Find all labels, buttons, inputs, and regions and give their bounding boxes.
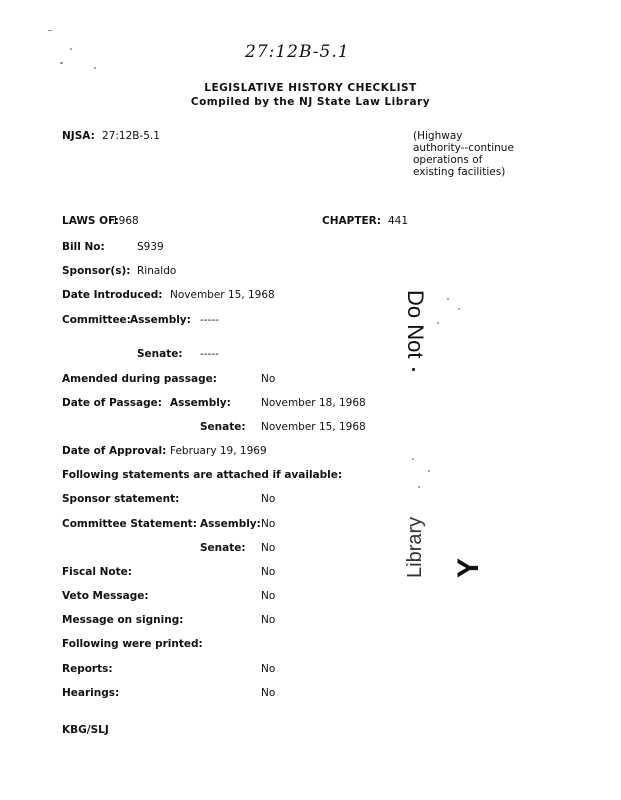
committee-assembly-label: Assembly:: [130, 314, 191, 326]
date-of-approval-label: Date of Approval:: [62, 445, 167, 457]
handwritten-reference: 27:12B-5.1: [245, 42, 350, 62]
sponsor-statement-value: No: [261, 493, 276, 505]
njsa-label: NJSA:: [62, 130, 95, 142]
scan-speck: [447, 298, 449, 300]
committee-senate-value: -----: [200, 348, 219, 360]
passage-assembly-value: November 18, 1968: [261, 397, 366, 409]
sponsors-label: Sponsor(s):: [62, 265, 131, 277]
scan-speck: [412, 458, 414, 460]
sponsor-statement-label: Sponsor statement:: [62, 493, 180, 505]
scan-speck: [458, 308, 460, 310]
fiscal-note-value: No: [261, 566, 276, 578]
library-stamp: Library: [404, 516, 426, 578]
amended-label: Amended during passage:: [62, 373, 217, 385]
stamp-mark: Y: [452, 557, 485, 578]
committee-statement-senate-label: Senate:: [200, 542, 246, 554]
description-line: (Highway: [413, 130, 463, 142]
scan-speck: [70, 48, 72, 50]
scan-speck: [437, 322, 439, 324]
description-line: existing facilities): [413, 166, 506, 178]
njsa-value: 27:12B-5.1: [102, 130, 160, 142]
scan-speck: [418, 486, 420, 488]
printed-heading: Following were printed:: [62, 638, 203, 650]
document-title: LEGISLATIVE HISTORY CHECKLIST: [204, 82, 417, 94]
description-line: authority--continue: [413, 142, 514, 154]
passage-senate-label: Senate:: [200, 421, 246, 433]
veto-message-label: Veto Message:: [62, 590, 149, 602]
reports-value: No: [261, 663, 276, 675]
laws-of-value: 1968: [112, 215, 139, 227]
date-introduced-value: November 15, 1968: [170, 289, 275, 301]
committee-label: Committee:: [62, 314, 131, 326]
chapter-label: CHAPTER:: [322, 215, 381, 227]
scan-speck: [428, 470, 430, 472]
description-line: operations of: [413, 154, 483, 166]
scan-speck: [412, 368, 415, 371]
initials: KBG/SLJ: [62, 724, 109, 736]
committee-senate-label: Senate:: [137, 348, 183, 360]
attached-heading: Following statements are attached if available:: [62, 469, 343, 481]
message-on-signing-value: No: [261, 614, 276, 626]
committee-statement-assembly-value: No: [261, 518, 276, 530]
scan-speck: [60, 62, 63, 64]
fiscal-note-label: Fiscal Note:: [62, 566, 132, 578]
do-not-stamp: Do Not: [403, 290, 428, 359]
hearings-label: Hearings:: [62, 687, 120, 699]
passage-assembly-label: Assembly:: [170, 397, 231, 409]
scan-speck: [94, 67, 96, 69]
committee-statement-senate-value: No: [261, 542, 276, 554]
bill-no-value: S939: [137, 241, 164, 253]
passage-senate-value: November 15, 1968: [261, 421, 366, 433]
veto-message-value: No: [261, 590, 276, 602]
message-on-signing-label: Message on signing:: [62, 614, 184, 626]
document-subtitle: Compiled by the NJ State Law Library: [190, 96, 431, 108]
sponsors-value: Rinaldo: [137, 265, 177, 277]
committee-statement-label: Committee Statement:: [62, 518, 197, 530]
reports-label: Reports:: [62, 663, 113, 675]
committee-assembly-value: -----: [200, 314, 219, 326]
scan-speck: [48, 30, 52, 31]
chapter-value: 441: [388, 215, 409, 227]
date-of-approval-value: February 19, 1969: [170, 445, 267, 457]
hearings-value: No: [261, 687, 276, 699]
date-introduced-label: Date Introduced:: [62, 289, 163, 301]
committee-statement-assembly-label: Assembly:: [200, 518, 261, 530]
laws-of-label: LAWS OF:: [62, 215, 119, 227]
amended-value: No: [261, 373, 276, 385]
bill-no-label: Bill No:: [62, 241, 105, 253]
date-of-passage-label: Date of Passage:: [62, 397, 162, 409]
